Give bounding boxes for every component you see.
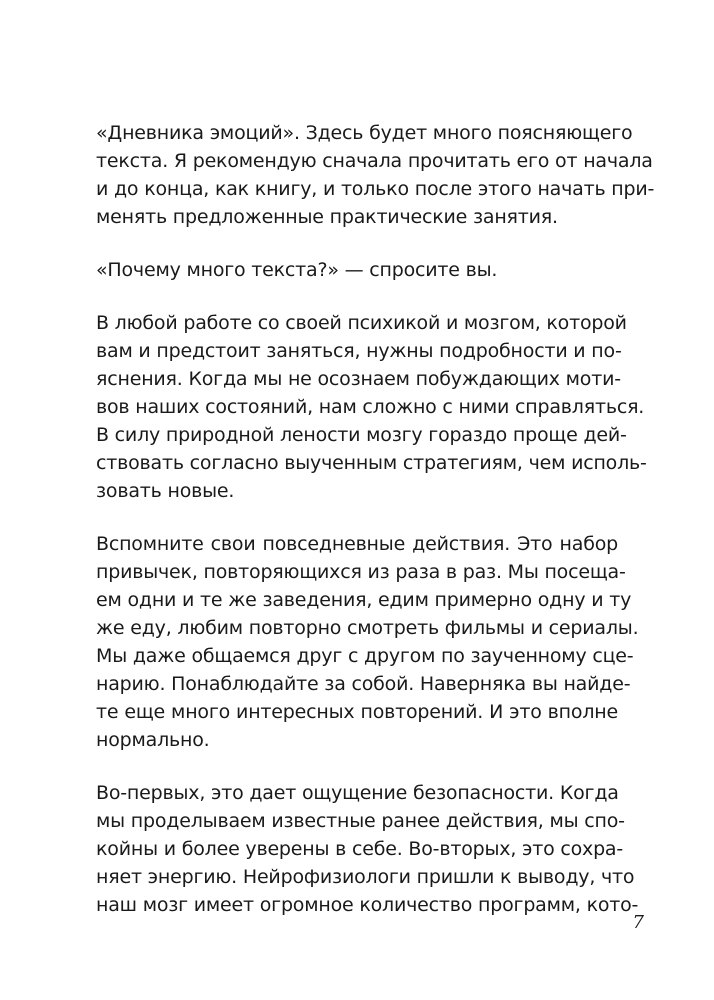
text-line: «Почему много текста?» — спросите вы. [96,259,498,281]
text-line: Во-первых, это дает ощущение безопасности. Когда [96,782,619,804]
text-line: ствовать согласно выученным стратегиям, чем исполь- [96,452,647,474]
text-line: наш мозг имеет огромное количество программ, кото- [96,894,639,916]
text-line: и до конца, как книгу, и только после этого начать при- [96,178,655,200]
text-line: мы проделываем известные ранее действия, мы спо- [96,810,625,832]
paragraph-5 [96,779,639,919]
paragraph-1 [96,119,655,231]
text-line: те еще много интересных повторений. И это вполне [96,701,618,723]
page-number: 7 [632,912,644,933]
text-line: вов наших состояний, нам сложно с ними справляться. [96,396,645,418]
text-line: Мы даже общаемся друг с другом по заученному сце- [96,645,634,667]
text-line: яснения. Когда мы не осознаем побуждающих моти- [96,368,621,390]
text-line: няет энергию. Нейрофизиологи пришли к выводу, что [96,866,635,888]
paragraph-3 [96,309,647,505]
text-line: зовать новые. [96,480,235,502]
paragraph-4 [96,530,639,754]
text-line: Вспомните свои повседневные действия. Это набор [96,533,618,555]
text-line: ем одни и те же заведения, едим примерно одну и ту [96,589,632,611]
text-line: привычек, повторяющихся из раза в раз. Мы посеща- [96,561,626,583]
text-line: вам и предстоит заняться, нужны подробности и по- [96,340,622,362]
body-text [96,119,655,944]
paragraph-2 [96,256,618,284]
text-line: койны и более уверены в себе. Во-вторых, это сохра- [96,838,624,860]
text-line: же еду, любим повторно смотреть фильмы и сериалы. [96,617,639,639]
text-line: В любой работе со своей психикой и мозгом, которой [96,312,627,334]
text-line: нарию. Понаблюдайте за собой. Наверняка вы найде- [96,673,631,695]
text-line: нормально. [96,729,210,751]
text-line: текста. Я рекомендую сначала прочитать его от начала [96,150,653,172]
text-line: «Дневника эмоций». Здесь будет много поясняющего [96,122,633,144]
text-line: В силу природной лености мозгу гораздо проще дей- [96,424,627,446]
text-line: менять предложенные практические занятия. [96,206,558,228]
